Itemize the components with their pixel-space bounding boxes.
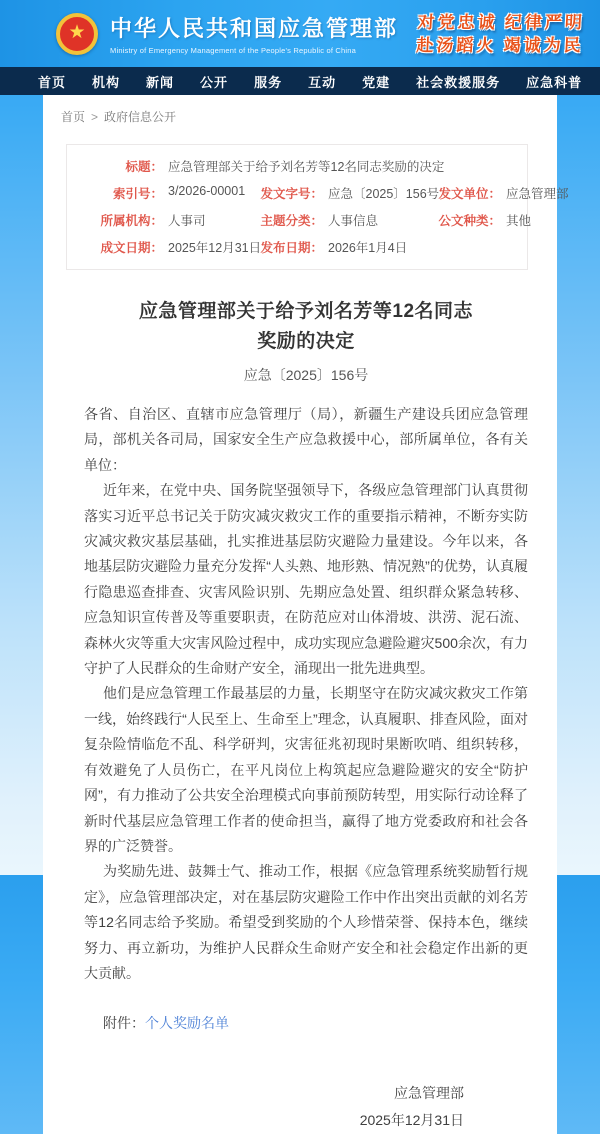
nav-item-party-building[interactable]: 党建 — [362, 74, 391, 90]
header-slogan — [416, 11, 586, 57]
document-meta-box — [66, 144, 569, 270]
brand-text — [110, 12, 398, 55]
document-title — [84, 297, 528, 357]
breadcrumb-home-link[interactable]: 首页 — [61, 110, 86, 124]
nav-item-emergency-science[interactable]: 应急科普 — [526, 74, 583, 90]
paragraph-addressees: 各省、自治区、直辖市应急管理厅（局），新疆生产建设兵团应急管理局，部机关各司局，国家安全生产应急救援中心，部所属单位，各有关单位： — [84, 406, 528, 473]
signature-organization: 应急管理部 — [394, 1085, 464, 1102]
meta-empty-cell — [435, 238, 569, 256]
slogan-line1: 对党忠诚 纪律严明 — [416, 12, 586, 32]
national-emblem-icon — [56, 13, 98, 55]
nav-item-interaction[interactable]: 互动 — [308, 74, 337, 90]
site-title: 中华人民共和国应急管理部 — [110, 16, 399, 41]
attachment-line — [84, 1011, 528, 1036]
breadcrumb-current-link[interactable]: 政府信息公开 — [104, 110, 177, 124]
document-title-line1: 应急管理部关于给予刘名芳等12名同志 — [138, 301, 474, 322]
meta-grid — [67, 184, 569, 256]
signature-block — [84, 1080, 528, 1134]
nav-item-social-rescue-services[interactable]: 社会救援服务 — [416, 74, 501, 90]
breadcrumb — [61, 108, 528, 125]
nav-item-news[interactable]: 新闻 — [146, 74, 175, 90]
meta-doc-type: 公文种类： 其他 — [438, 214, 532, 228]
paragraph-body-3: 为奖励先进、鼓舞士气、推动工作，根据《应急管理系统奖励暂行规定》，应急管理部决定，对在基层防灾避险工作中作出突出贡献的刘名芳等12名同志给予奖励。希望受到奖励的个人珍惜荣誉、保持本色，继续努力、再立新功，为维护人民群众生命财产安全和社会稳定作出新的更大贡献。 — [84, 863, 528, 981]
document-title-line2: 奖励的决定 — [257, 331, 355, 352]
nav-item-organization[interactable]: 机构 — [92, 74, 121, 90]
main-nav — [0, 67, 600, 95]
meta-index-no: 索引号： 3/2026-00001 — [112, 184, 246, 201]
meta-title-value: 应急管理部关于给予刘名芳等12名同志奖励的决定 — [168, 160, 445, 174]
site-subtitle-en: Ministry of Emergency Management of the People's Republic of China — [110, 46, 357, 55]
nav-item-disclosure[interactable]: 公开 — [200, 74, 229, 90]
meta-written-date: 成文日期： 2025年12月31日 — [100, 241, 262, 255]
site-header — [0, 0, 600, 67]
nav-item-home[interactable]: 首页 — [38, 74, 67, 90]
breadcrumb-separator: > — [91, 110, 99, 124]
meta-department: 所属机构： 人事司 — [100, 214, 206, 228]
meta-doc-no: 发文字号： 应急〔2025〕156号 — [260, 187, 440, 201]
meta-title-label: 标题： — [125, 160, 163, 174]
attachment-label: 附件： — [103, 1015, 145, 1032]
emblem-star-icon: ★ — [68, 22, 86, 43]
nav-item-services[interactable]: 服务 — [254, 74, 283, 90]
document-number: 应急〔2025〕156号 — [243, 367, 369, 383]
meta-publish-date: 发布日期： 2026年1月4日 — [260, 241, 408, 255]
meta-topic-class: 主题分类： 人事信息 — [260, 214, 379, 228]
paragraph-body-1: 近年来，在党中央、国务院坚强领导下，各级应急管理部门认真贯彻落实习近平总书记关于防灾减灾救灾工作的重要指示精神，不断夯实防灾减灾救灾基层基础，扎实推进基层防灾避险力量建设。今年以来，各地基层防灾避险力量充分发挥“人头熟、地形熟、情况熟”的优势，认真履行隐患巡查排查、灾害风险识别、先期应急处置、组织群众紧急转移、应急知识宣传普及等重要职责，在防范应对山体滑坡、洪涝、泥石流、森林火灾等重大灾害风险过程中，成功实现应急避险避灾500余次，有力守护了人民群众的生命财产安全，涌现出一批先进典型。 — [84, 482, 528, 677]
attachment-link[interactable]: 个人奖励名单 — [145, 1015, 229, 1032]
meta-title-row — [67, 157, 527, 175]
slogan-line2: 赴汤蹈火 竭诚为民 — [415, 35, 584, 55]
signature-date: 2025年12月31日 — [359, 1112, 464, 1129]
brand — [56, 12, 398, 55]
content-card — [43, 95, 569, 1134]
paragraph-body-2: 他们是应急管理工作最基层的力量，长期坚守在防灾减灾救灾工作第一线，始终践行“人民至上、生命至上”理念，认真履职、排查风险，面对复杂险情临危不乱、科学研判，灾害征兆初现时果断吹哨、组织转移，有效避免了人员伤亡，在平凡岗位上构筑起应急避险避灾的安全“防护网”，有力推动了公共安全治理模式向事前预防转型，用实际行动诠释了新时代基层应急管理工作者的使命担当，赢得了地方党委政府和社会各界的广泛赞誉。 — [84, 685, 528, 854]
meta-issuing-unit: 发文单位： 应急管理部 — [438, 187, 569, 201]
document-body — [84, 297, 528, 1134]
